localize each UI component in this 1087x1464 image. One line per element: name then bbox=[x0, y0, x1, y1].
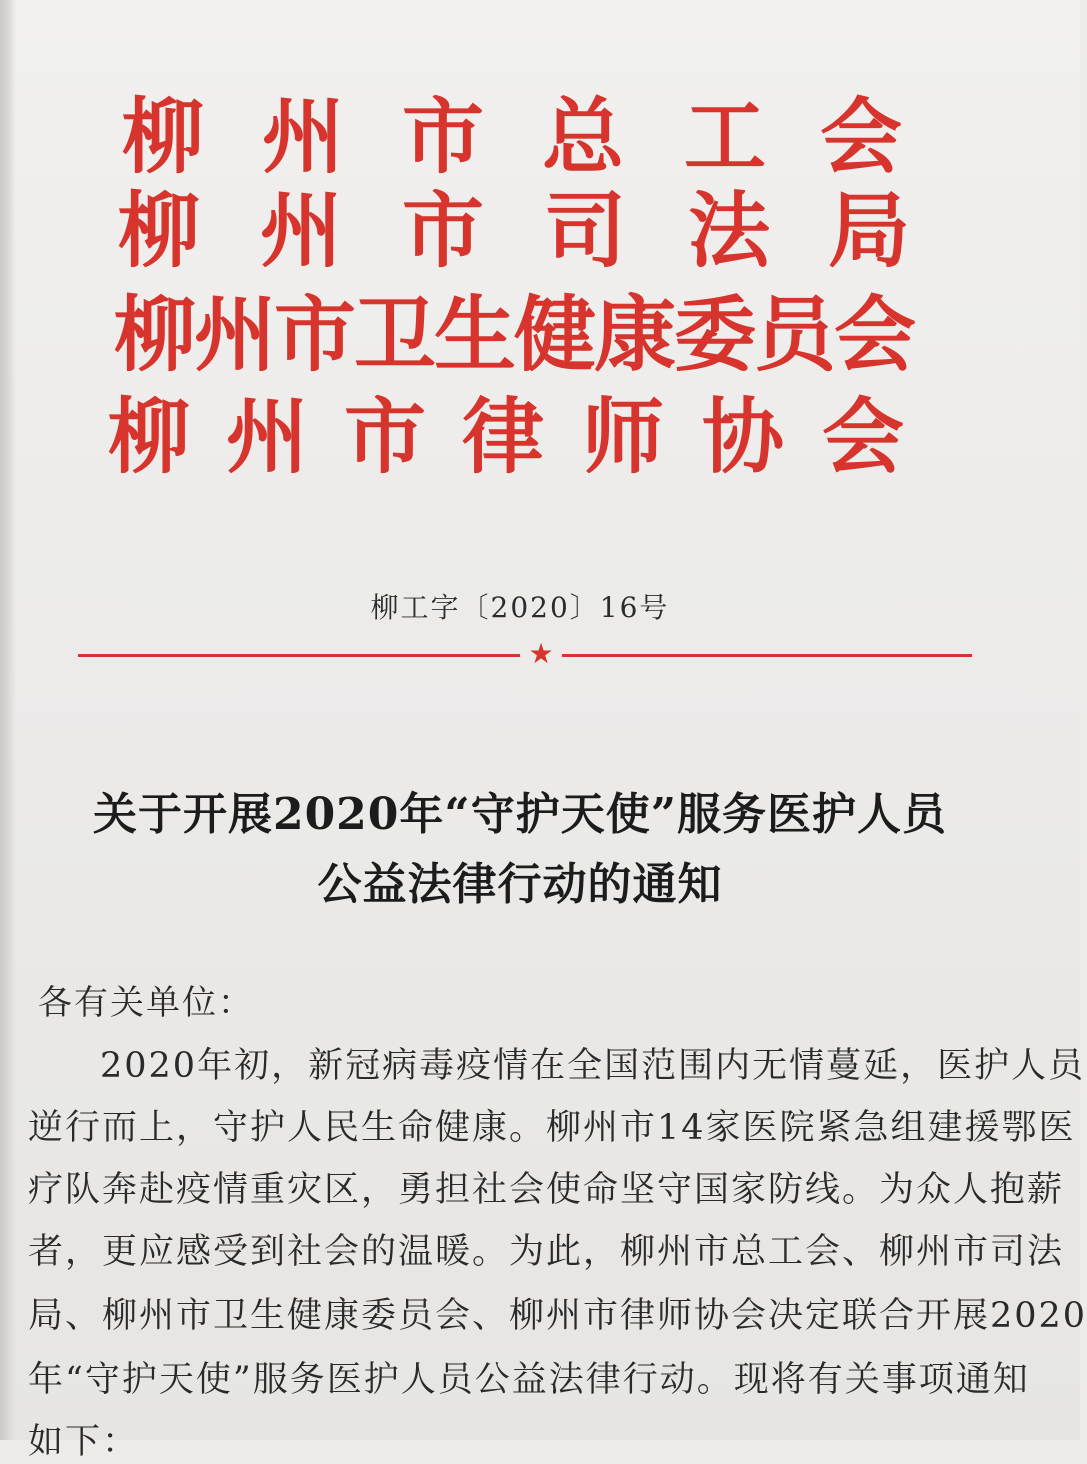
org-char: 健 bbox=[513, 287, 596, 383]
org-char: 生 bbox=[433, 287, 516, 383]
org-char: 会 bbox=[833, 287, 916, 383]
org-line-trade-union bbox=[0, 89, 1040, 185]
org-char: 柳 bbox=[121, 89, 204, 185]
org-char: 市 bbox=[273, 287, 356, 383]
org-char: 州 bbox=[261, 89, 344, 185]
org-char: 总 bbox=[541, 89, 624, 185]
body-line: 局、柳州市卫生健康委员会、柳州市律师协会决定联合开展2020 bbox=[28, 1296, 1087, 1336]
org-char: 康 bbox=[593, 287, 676, 383]
body-line: 2020年初，新冠病毒疫情在全国范围内无情蔓延，医护人员 bbox=[100, 1046, 1086, 1086]
org-char: 司 bbox=[543, 183, 626, 279]
body-line: 逆行而上，守护人民生命健康。柳州市14家医院紧急组建援鄂医 bbox=[28, 1108, 1076, 1148]
org-char: 州 bbox=[225, 389, 308, 485]
org-char: 会 bbox=[819, 89, 902, 185]
body-line: 如下： bbox=[28, 1422, 140, 1462]
org-char: 委 bbox=[673, 287, 756, 383]
body-line: 年“守护天使”服务医护人员公益法律行动。现将有关事项通知 bbox=[28, 1360, 1030, 1400]
org-char: 市 bbox=[401, 183, 484, 279]
org-char: 柳 bbox=[117, 183, 200, 279]
org-char: 师 bbox=[581, 389, 664, 485]
org-line-lawyers-association bbox=[0, 389, 1040, 485]
org-char: 工 bbox=[683, 89, 766, 185]
org-char: 柳 bbox=[113, 287, 196, 383]
org-char: 员 bbox=[753, 287, 836, 383]
org-char: 州 bbox=[193, 287, 276, 383]
org-char: 柳 bbox=[107, 389, 190, 485]
document-title-line-2: 公益法律行动的通知 bbox=[317, 859, 723, 910]
org-char: 卫 bbox=[353, 287, 436, 383]
org-char: 律 bbox=[461, 389, 544, 485]
org-char: 局 bbox=[827, 183, 910, 279]
red-rule-left bbox=[78, 654, 520, 657]
star-icon: ★ bbox=[528, 637, 554, 670]
org-char: 州 bbox=[259, 183, 342, 279]
document-title-line-1: 关于开展2020年“守护天使”服务医护人员 bbox=[92, 789, 948, 840]
red-rule-right bbox=[562, 654, 972, 657]
document-number: 柳工字〔2020〕16号 bbox=[370, 591, 670, 624]
org-line-justice-bureau bbox=[0, 183, 1040, 279]
body-line: 疗队奔赴疫情重灾区，勇担社会使命坚守国家防线。为众人抱薪 bbox=[28, 1170, 1065, 1210]
org-char: 会 bbox=[821, 389, 904, 485]
salutation: 各有关单位： bbox=[38, 983, 254, 1023]
org-char: 市 bbox=[401, 89, 484, 185]
org-char: 法 bbox=[687, 183, 770, 279]
body-line: 者，更应感受到社会的温暖。为此，柳州市总工会、柳州市司法 bbox=[28, 1232, 1065, 1272]
org-line-health-commission bbox=[0, 287, 1040, 383]
org-char: 市 bbox=[343, 389, 426, 485]
org-char: 协 bbox=[701, 389, 784, 485]
